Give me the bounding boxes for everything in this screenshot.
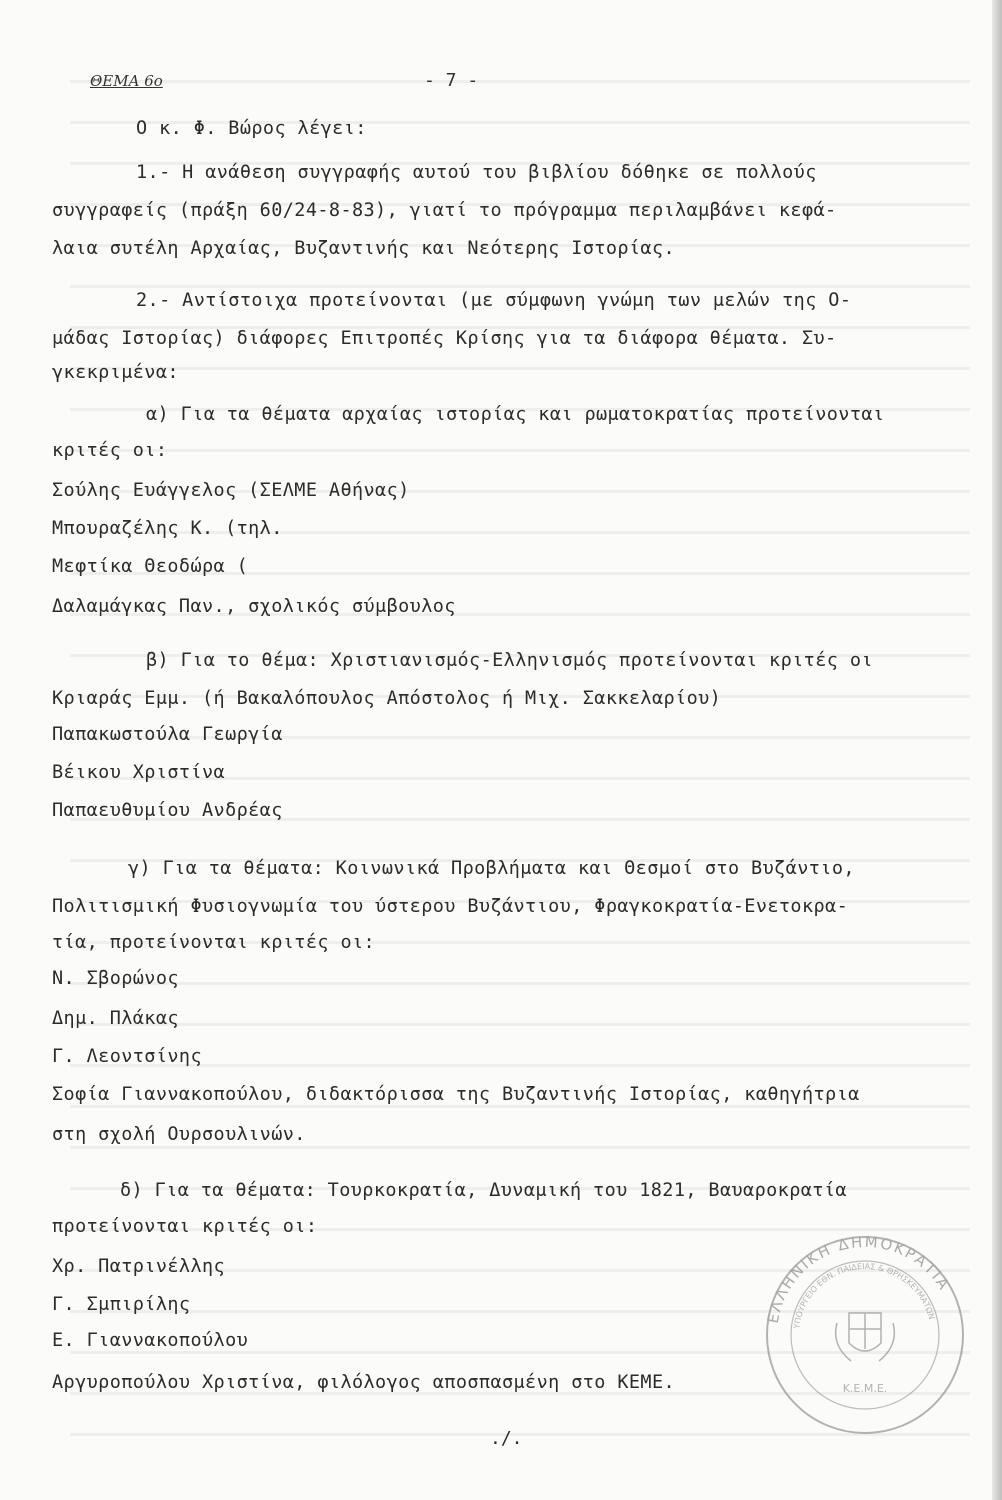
text-line: Ν. Σβορώνος [52,968,179,989]
text-line: Βέικου Χριστίνα [52,762,226,783]
text-line: τία, προτείνονται κριτές οι: [52,932,376,953]
text-line: Αργυροπούλου Χριστίνα, φιλόλογος αποσπασμένη στο ΚΕΜΕ. [52,1372,676,1393]
text-line: Χρ. Πατρινέλλης [52,1256,226,1277]
text-line: κριτές οι: [52,440,168,461]
seal-bottom-text: Κ.Ε.Μ.Ε. [842,1382,888,1395]
page-edge [992,0,1002,1500]
text-line: δ) Για τα θέματα: Τουρκοκρατία, Δυναμική του 1821, Βαυαροκρατία [120,1180,847,1201]
text-line: Δαλαμάγκας Παν., σχολικός σύμβουλος [52,596,456,617]
text-line: συγγραφείς (πράξη 60/24-8-83), γιατί το πρόγραμμα περιλαμβάνει κεφά- [52,200,837,221]
seal-outer-text: ΕΛΛΗΝΙΚΗ ΔΗΜΟΚΡΑΤΙΑ [763,1232,954,1325]
text-line: στη σχολή Ουρσουλινών. [52,1124,306,1145]
svg-text:ΥΠΟΥΡΓΕΙΟ ΕΘΝ. ΠΑΙΔΕΙΑΣ & ΘΡΗΣ [792,1262,936,1330]
page-number: - 7 - [424,70,479,91]
text-line: Γ. Σμπιρίλης [52,1294,191,1315]
text-line: Ο κ. Φ. Βώρος λέγει: [136,118,367,139]
text-line: Σούλης Ευάγγελος (ΣΕΛΜΕ Αθήνας) [52,480,410,501]
text-line: α) Για τα θέματα αρχαίας ιστορίας και ρωματοκρατίας προτείνονται [146,404,885,425]
text-line: λαια συτέλη Αρχαίας, Βυζαντινής και Νεότερης Ιστορίας. [52,238,676,259]
text-line: προτείνονται κριτές οι: [52,1216,318,1237]
text-line: γκεκριμένα: [52,362,179,383]
text-line: Πολιτισμική Φυσιογνωμία του ύστερου Βυζάντιου, Φραγκοκρατία-Ενετοκρα- [52,896,849,917]
text-line: Παπακωστούλα Γεωργία [52,724,283,745]
text-line: Σοφία Γιαννακοπούλου, διδακτόρισσα της Βυζαντινής Ιστορίας, καθηγήτρια [52,1084,860,1105]
official-seal-icon [762,1232,968,1438]
text-line: Γ. Λεοντσίνης [52,1046,202,1067]
text-line: γ) Για τα θέματα: Κοινωνικά Προβλήματα και Θεσμοί στο Βυζάντιο, [128,858,855,879]
text-line: 2.- Αντίστοιχα προτείνονται (με σύμφωνη γνώμη των μελών της Ο- [136,290,852,311]
text-line: 1.- Η ανάθεση συγγραφής αυτού του βιβλίου δόθηκε σε πολλούς [136,162,817,183]
text-line: Μπουραζέλης Κ. (τηλ. [52,518,283,539]
seal-inner-text: ΥΠΟΥΡΓΕΙΟ ΕΘΝ. ΠΑΙΔΕΙΑΣ & ΘΡΗΣΚΕΥΜΑΤΩΝ [792,1261,937,1330]
text-line: Ε. Γιαννακοπούλου [52,1330,249,1351]
text-line: Παπαευθυμίου Ανδρέας [52,800,283,821]
text-line: μάδας Ιστορίας) διάφορες Επιτροπές Κρίσης για τα διάφορα θέματα. Συ- [52,328,837,349]
text-line: Κριαράς Εμμ. (ή Βακαλόπουλος Απόστολος ή Μιχ. Σακκελαρίου) [52,688,722,709]
text-line: Μεφτίκα Θεοδώρα ( [52,556,249,577]
handwritten-topic-note: ΘΕΜΑ 6ο [90,72,163,90]
text-line: Δημ. Πλάκας [52,1008,179,1029]
closing-mark: ./. [490,1428,523,1449]
text-line: β) Για το θέμα: Χριστιανισμός-Ελληνισμός προτείνονται κριτές οι [146,650,873,671]
